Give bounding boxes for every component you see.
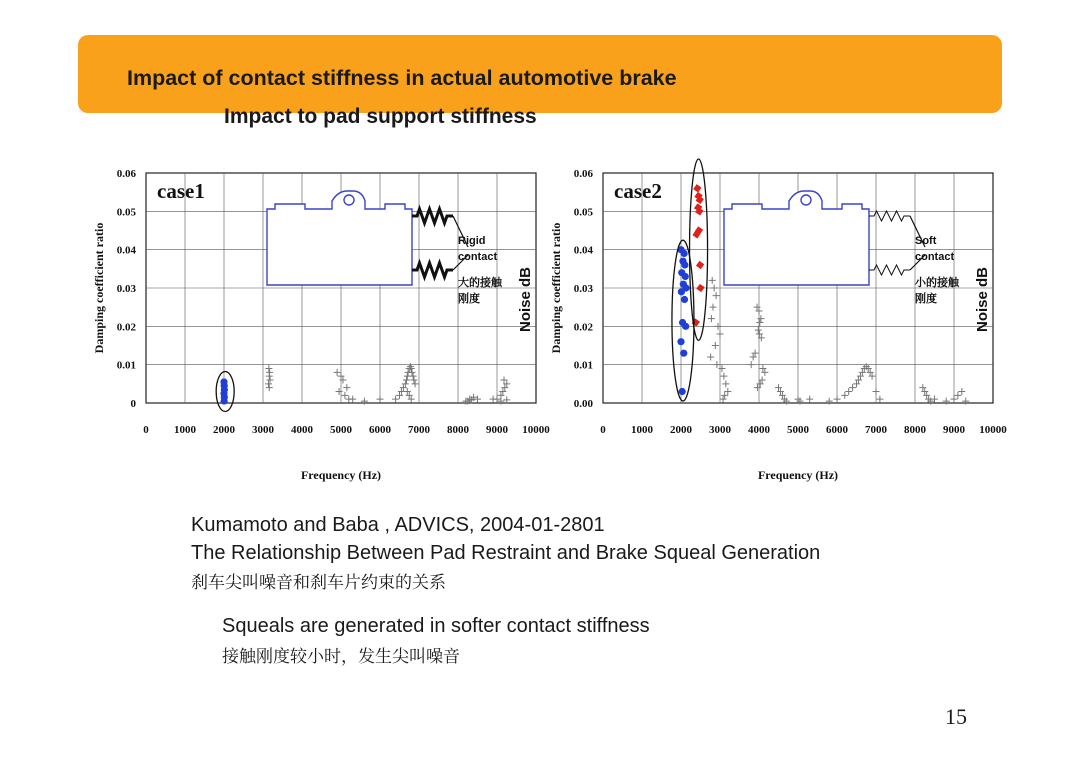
slide-subtitle: Impact to pad support stiffness	[224, 105, 537, 128]
x-tick-label: 5000	[787, 424, 809, 436]
pad-outline	[724, 191, 869, 285]
reference-title: The Relationship Between Pad Restraint and Brake Squeal Generation	[191, 542, 821, 564]
case-label: case2	[614, 179, 662, 203]
data-point	[677, 338, 684, 345]
y-tick-label: 0.02	[116, 321, 136, 334]
pad-mount-hole	[801, 195, 811, 205]
x-tick-label: 9000	[943, 424, 965, 436]
slide-title: Impact of contact stiffness in actual automotive brake	[127, 66, 677, 90]
chart-case1	[86, 158, 556, 493]
data-point	[681, 296, 688, 303]
data-point	[678, 288, 685, 295]
x-axis-label: Frequency (Hz)	[757, 468, 839, 482]
y-tick-label: 0.03	[116, 283, 136, 295]
y2-axis-label: Noise dB	[974, 266, 991, 333]
contact-label-line2: contact	[915, 251, 955, 263]
x-tick-label: 10000	[979, 424, 1007, 436]
x-tick-label: 2000	[213, 424, 235, 436]
data-point	[681, 250, 688, 257]
stiffness-label-zh1: 大的接触	[458, 277, 502, 289]
conclusion-text: Squeals are generated in softer contact stiffness	[222, 615, 650, 637]
y-tick-label: 0.04	[116, 244, 136, 257]
x-tick-label: 8000	[904, 424, 926, 436]
x-tick-label: 9000	[486, 424, 508, 436]
y-tick-label: 0.06	[573, 168, 593, 180]
x-tick-label: 7000	[408, 424, 430, 436]
y-tick-label: 0.01	[116, 359, 136, 372]
chart-case2	[543, 158, 1013, 493]
x-axis-label: Frequency (Hz)	[300, 468, 382, 482]
y-tick-label: 0.03	[573, 283, 593, 295]
y-tick-label: 0.05	[573, 206, 593, 219]
data-point	[679, 388, 686, 395]
case-label: case1	[157, 179, 205, 203]
x-tick-label: 10000	[522, 424, 550, 436]
conclusion-text-zh: 接触刚度较小时，发生尖叫噪音	[222, 647, 460, 666]
data-point	[682, 323, 689, 330]
x-tick-label: 4000	[291, 424, 313, 436]
x-tick-label: 1000	[174, 424, 196, 436]
data-point	[680, 350, 687, 357]
x-tick-label: 6000	[369, 424, 391, 436]
x-tick-label: 0	[143, 424, 149, 436]
contact-label-line1: Rigid	[458, 235, 486, 247]
x-tick-label: 3000	[709, 424, 731, 436]
x-tick-label: 0	[600, 424, 606, 436]
y2-axis-label: Noise dB	[517, 266, 534, 333]
x-tick-label: 4000	[748, 424, 770, 436]
data-point	[682, 273, 689, 280]
x-tick-label: 2000	[670, 424, 692, 436]
y-tick-label: 0.02	[573, 321, 593, 334]
x-tick-label: 3000	[252, 424, 274, 436]
y-tick-label: 0.04	[573, 244, 593, 257]
stiffness-label-zh2: 刚度	[915, 293, 937, 305]
y-tick-label: 0.06	[116, 168, 136, 180]
title-banner	[78, 35, 1002, 128]
y-tick-label: 0	[130, 398, 136, 410]
pad-outline	[267, 191, 412, 285]
y-tick-label: 0.01	[573, 359, 593, 372]
x-tick-label: 6000	[826, 424, 848, 436]
y-tick-label: 0.00	[573, 398, 593, 410]
y-tick-label: 0.05	[116, 206, 136, 219]
stiffness-label-zh1: 小的接触	[915, 277, 959, 289]
contact-label-line1: Soft	[915, 235, 937, 247]
page-number: 15	[945, 704, 967, 729]
reference-authors: Kumamoto and Baba , ADVICS, 2004-01-2801	[191, 514, 605, 536]
reference-title-zh: 刹车尖叫噪音和刹车片约束的关系	[191, 573, 446, 592]
chart-case1-svg	[86, 158, 556, 493]
data-point	[681, 261, 688, 268]
pad-mount-hole	[344, 195, 354, 205]
chart-case2-svg	[543, 158, 1013, 493]
y-axis-label: Damping coefficient ratio	[92, 222, 106, 354]
stiffness-label-zh2: 刚度	[458, 293, 480, 305]
x-tick-label: 5000	[330, 424, 352, 436]
x-tick-label: 7000	[865, 424, 887, 436]
y-axis-label: Damping coefficient ratio	[549, 222, 563, 354]
data-point	[221, 397, 228, 404]
contact-label-line2: contact	[458, 251, 498, 263]
x-tick-label: 8000	[447, 424, 469, 436]
x-tick-label: 1000	[631, 424, 653, 436]
